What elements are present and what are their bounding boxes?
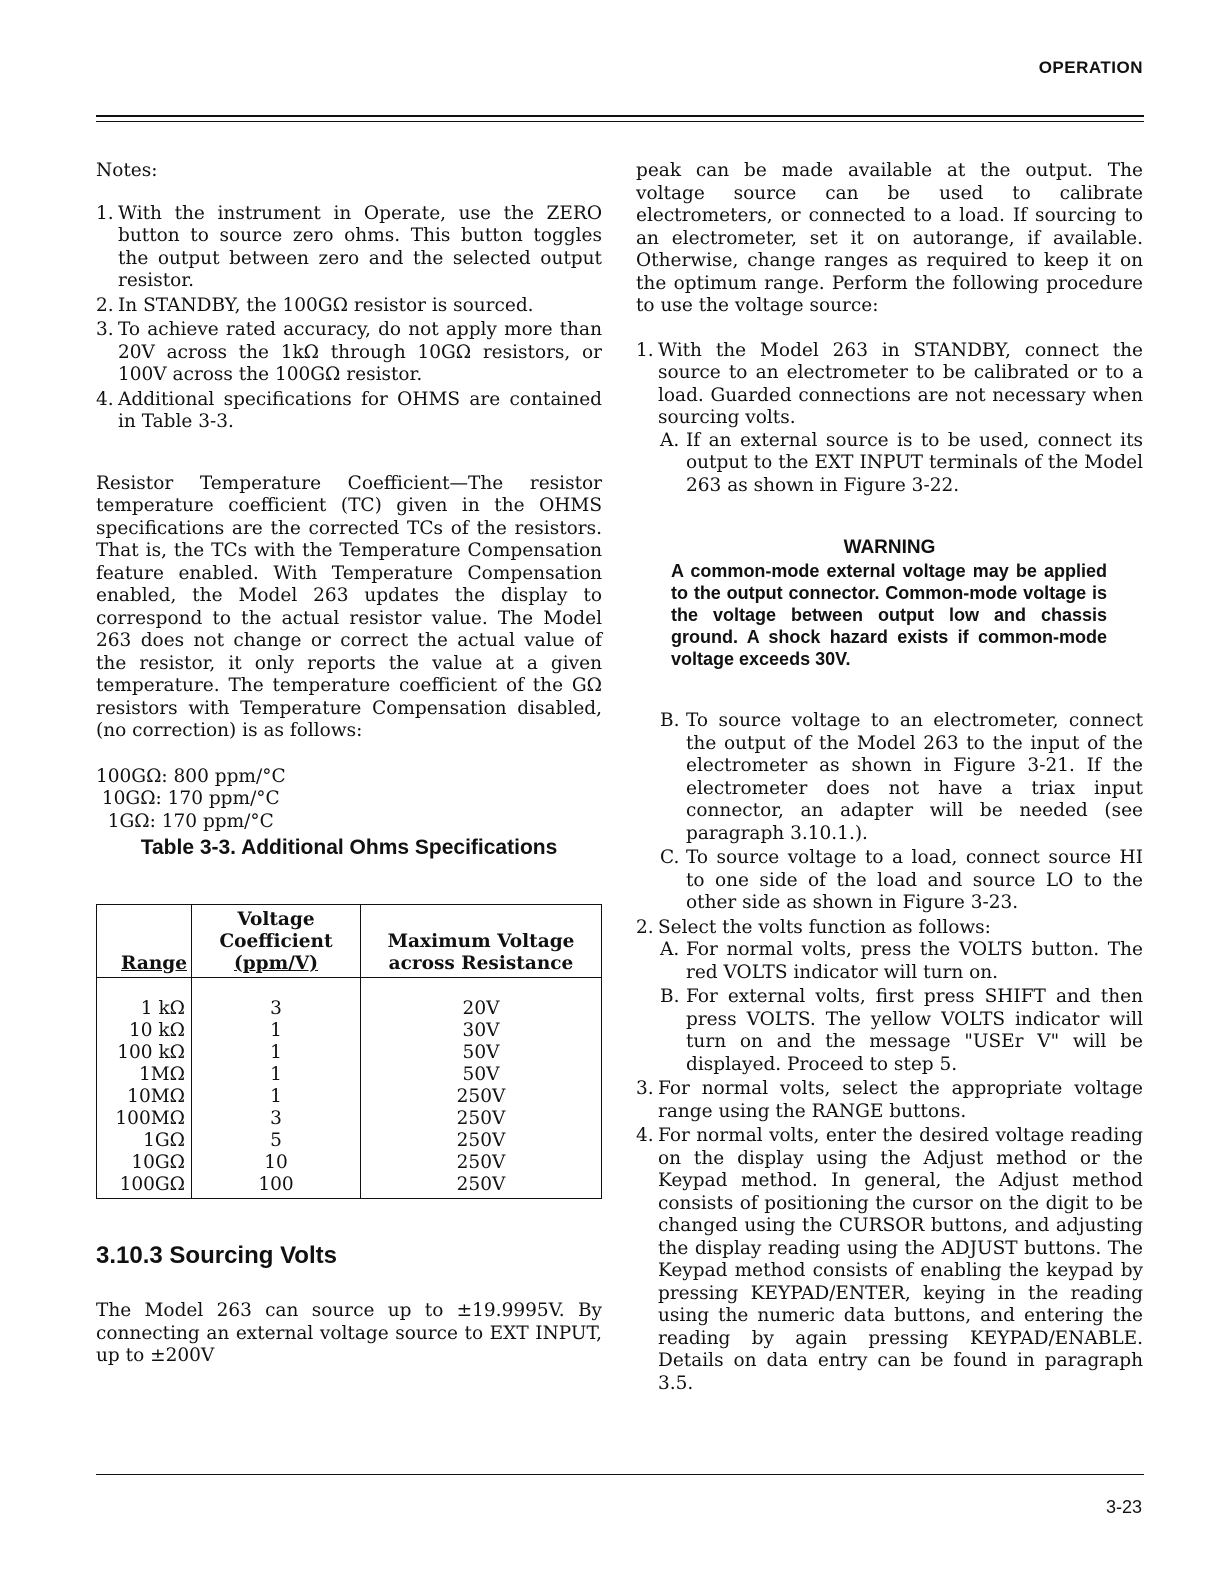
cell-coefficient: 100 xyxy=(192,1174,361,1199)
header-coef-line: (ppm/V) xyxy=(233,953,319,974)
cell-coefficient: 1 xyxy=(192,1086,361,1108)
warning-box xyxy=(636,537,1143,670)
note-text: In STANDBY, the 100GΩ resistor is sourced. xyxy=(118,294,534,316)
step-text: For normal volts, enter the desired voltage reading on the display using the Adjust method or the Keypad method. In general, the Adjust method consists of positioning the cursor on the digit to be changed using the CURSOR buttons, and adjusting the display reading using the ADJUST buttons. The Keypad method consists of enabling the keypad by pressing KEYPAD/ENTER, keying in the reading using the numeric data buttons, and entering the reading by again pressing KEYPAD/ENABLE. Details on data entry can be found in paragraph 3.5. xyxy=(658,1125,1143,1394)
continued-paragraph: peak can be made available at the output. The voltage source can be used to calibrate electrometers, or connected to a load. If sourcing to an electrometer, set it on autorange, if available. Otherwise, change ranges as required to keep it on the optimum range. Perform the following procedure to use the voltage source: xyxy=(636,160,1143,316)
cell-max-voltage: 250V xyxy=(361,1130,602,1152)
note-text: To achieve rated accuracy, do not apply more than 20V across the 1kΩ through 10GΩ resistors, or 100V across the 100GΩ resistor. xyxy=(118,319,602,385)
table-row xyxy=(97,1020,602,1042)
cell-coefficient: 1 xyxy=(192,1042,361,1064)
substep-letter: A. xyxy=(660,429,680,451)
procedure-step xyxy=(636,340,1143,430)
step-text: With the Model 263 in STANDBY, connect the source to an electrometer to be calibrated or to a load. Guarded connections are not necessary when sourcing volts. xyxy=(658,339,1143,428)
substep-text: If an external source is to be used, connect its output to the EXT INPUT terminals of the Model 263 as shown in Figure 3-22. xyxy=(686,429,1143,496)
cell-max-voltage: 50V xyxy=(361,1042,602,1064)
cell-range: 10MΩ xyxy=(127,1086,185,1107)
tc-value: 10GΩ: 170 ppm/°C xyxy=(96,788,280,809)
substep-text: To source voltage to a load, connect source HI to one side of the load and source LO to the other side as shown in Figure 3-23. xyxy=(686,847,1143,913)
procedure-substep xyxy=(636,986,1143,1076)
cell-max-voltage: 250V xyxy=(361,1086,602,1108)
table-row xyxy=(97,1108,602,1130)
substep-text: For external volts, first press SHIFT and then press VOLTS. The yellow VOLTS indicator will turn on and the message "USEr V" will be displayed. Proceed to step 5. xyxy=(686,986,1143,1075)
procedure-step xyxy=(636,1125,1143,1395)
table-row xyxy=(97,1042,602,1064)
note-item xyxy=(96,203,602,293)
header-rule-thin xyxy=(96,121,1144,122)
note-text: Additional specifications for OHMS are contained in Table 3-3. xyxy=(118,388,602,432)
section-intro xyxy=(96,1300,602,1368)
cell-range: 10GΩ xyxy=(131,1152,185,1173)
warning-title: WARNING xyxy=(843,537,936,558)
procedure-substep xyxy=(636,710,1143,845)
procedure-step xyxy=(636,917,1143,940)
procedure-substep xyxy=(636,430,1143,498)
table-row xyxy=(97,1174,602,1199)
cell-range: 100MΩ xyxy=(115,1108,185,1129)
page-number: 3-23 xyxy=(1105,1497,1142,1517)
substep-letter: B. xyxy=(660,986,680,1007)
table-header-row xyxy=(97,905,602,978)
step-number: 2. xyxy=(636,916,654,938)
cell-range: 1MΩ xyxy=(138,1064,185,1085)
cell-range: 10 kΩ xyxy=(129,1020,185,1041)
cell-coefficient: 3 xyxy=(192,1108,361,1130)
tc-value: 100GΩ: 800 ppm/°C xyxy=(96,765,286,787)
cell-max-voltage: 250V xyxy=(361,1108,602,1130)
procedure-substep xyxy=(636,847,1143,915)
cell-max-voltage: 250V xyxy=(361,1174,602,1199)
step-number: 3. xyxy=(636,1078,654,1099)
section-heading: 3.10.3 Sourcing Volts xyxy=(96,1242,337,1269)
section-intro-text: The Model 263 can source up to ±19.9995V. By connecting an external voltage source to EXT INPUT, up to ±200V xyxy=(96,1300,602,1366)
header-range-label: Range xyxy=(121,953,187,974)
footer-rule xyxy=(96,1474,1144,1475)
header-coef-line: Coefficient xyxy=(219,931,333,952)
cell-max-voltage: 30V xyxy=(361,1020,602,1042)
table-row xyxy=(97,1086,602,1108)
cell-max-voltage: 250V xyxy=(361,1152,602,1174)
substep-letter: B. xyxy=(660,710,680,731)
table-row xyxy=(97,1130,602,1152)
step-number: 1. xyxy=(636,339,654,361)
note-number: 2. xyxy=(96,294,114,316)
section-label: OPERATION xyxy=(1038,58,1143,77)
tc-paragraph: Resistor Temperature Coefficient—The resistor temperature coefficient (TC) given in the OHMS specifications are the corrected TCs of the resistors. That is, the TCs with the Temperature Compensation feature enabled. With Temperature Compensation enabled, the Model 263 updates the display to correspond to the actual resistor value. The Model 263 does not change or correct the actual value of the resistor, it only reports the value at a given temperature. The temperature coefficient of the GΩ resistors with Temperature Compensation disabled, (no correction) is as follows: xyxy=(96,472,602,741)
table-row xyxy=(97,978,602,1021)
cell-range: 1GΩ xyxy=(143,1130,185,1151)
note-number: 4. xyxy=(96,388,114,410)
cell-coefficient: 3 xyxy=(192,978,361,1021)
note-item xyxy=(96,295,602,318)
cell-coefficient: 10 xyxy=(192,1152,361,1174)
cell-max-voltage: 50V xyxy=(361,1064,602,1086)
table-title: Table 3-3. Additional Ohms Specifications xyxy=(140,836,558,859)
substep-text: To source voltage to an electrometer, connect the output of the Model 263 to the input of the electrometer as shown in Figure 3-21. If the electrometer does not have a triax input connector, an adapter will be needed (see paragraph 3.10.1.). xyxy=(686,710,1143,844)
header-rule xyxy=(96,115,1144,117)
note-item xyxy=(96,389,602,434)
table-row xyxy=(97,1064,602,1086)
step-text: For normal volts, select the appropriate voltage range using the RANGE buttons. xyxy=(658,1078,1143,1122)
procedure-step xyxy=(636,1078,1143,1123)
cell-coefficient: 5 xyxy=(192,1130,361,1152)
substep-text: For normal volts, press the VOLTS button. The red VOLTS indicator will turn on. xyxy=(686,939,1143,983)
note-text: With the instrument in Operate, use the ZERO button to source zero ohms. This button toggles the output between zero and the selected output resistor. xyxy=(118,202,602,291)
cell-range: 100GΩ xyxy=(119,1174,185,1195)
cell-coefficient: 1 xyxy=(192,1020,361,1042)
notes-title: Notes: xyxy=(96,160,158,181)
cell-coefficient: 1 xyxy=(192,1064,361,1086)
step-text: Select the volts function as follows: xyxy=(658,916,991,938)
header-max-voltage xyxy=(361,905,602,978)
procedure-substep xyxy=(636,939,1143,984)
note-number: 1. xyxy=(96,202,114,224)
substep-letter: C. xyxy=(660,847,680,868)
header-max-line: Maximum Voltage xyxy=(387,931,575,952)
warning-text: A common-mode external voltage may be applied to the output connector. Common-mode voltage is the voltage between output low and chassis ground. A shock hazard exists if common-mode voltage exceeds 30V. xyxy=(671,561,1107,669)
substep-letter: A. xyxy=(660,939,680,960)
right-column xyxy=(636,160,1143,1395)
cell-range: 1 kΩ xyxy=(140,998,185,1019)
cell-max-voltage: 20V xyxy=(361,978,602,1021)
left-column xyxy=(96,160,602,833)
header-coefficient xyxy=(192,905,361,978)
header-max-line: across Resistance xyxy=(388,953,574,974)
note-number: 3. xyxy=(96,319,114,340)
ohms-spec-table xyxy=(96,904,602,1199)
header-range xyxy=(97,905,192,978)
note-item xyxy=(96,319,602,387)
step-number: 4. xyxy=(636,1125,654,1146)
tc-value: 1GΩ: 170 ppm/°C xyxy=(96,810,274,832)
header-coef-line: Voltage xyxy=(237,909,315,930)
cell-range: 100 kΩ xyxy=(117,1042,185,1063)
table-row xyxy=(97,1152,602,1174)
